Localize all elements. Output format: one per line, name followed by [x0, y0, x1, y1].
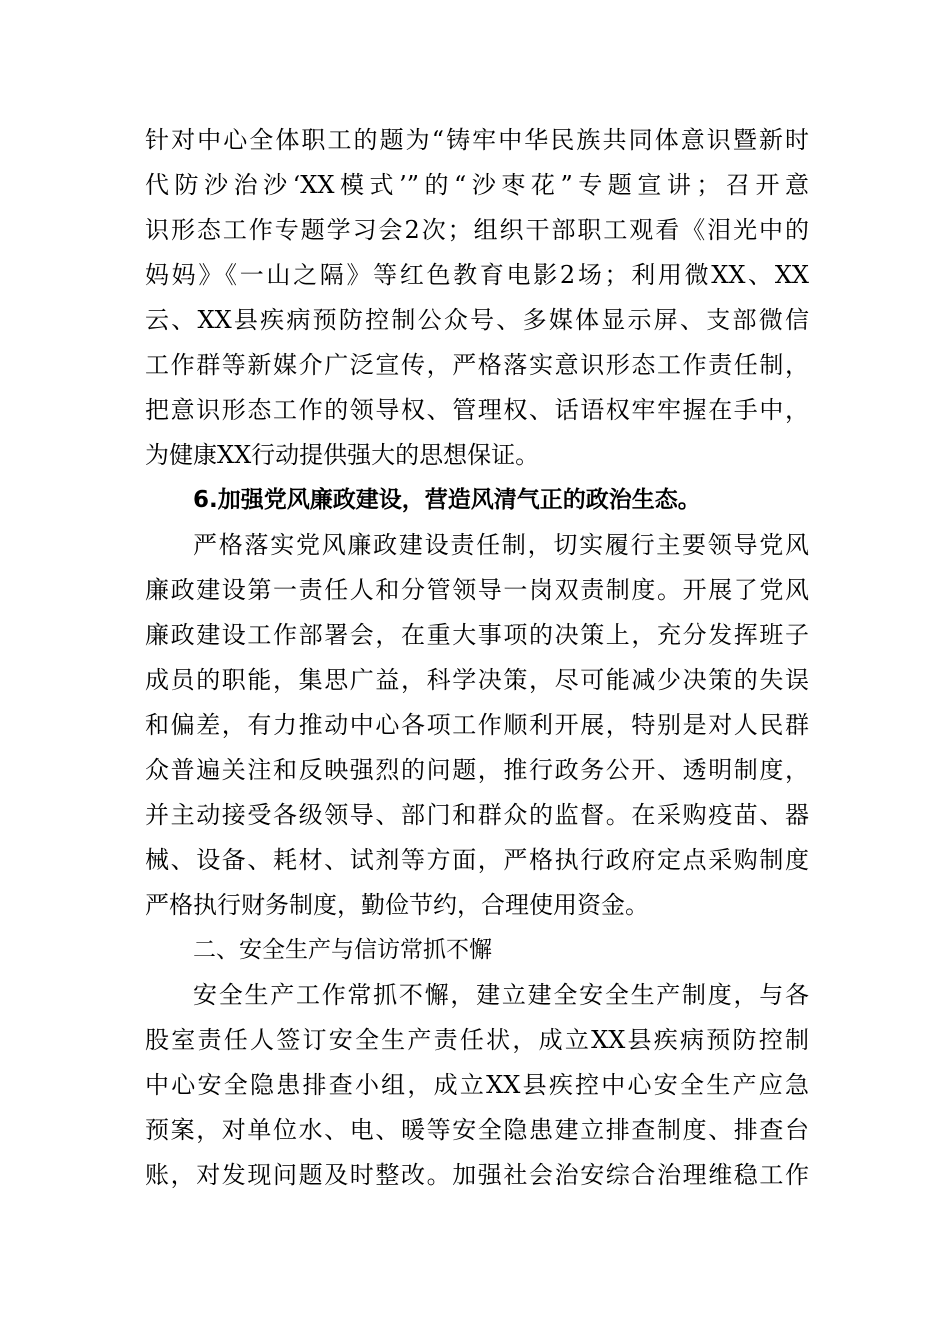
text-line: 针对中心全体职工的题为“铸牢中华民族共同体意识暨新时: [145, 126, 809, 154]
document-page: [145, 118, 809, 1198]
text-line: 廉政建设第一责任人和分管领导一岗双责制度。开展了党风: [145, 576, 809, 604]
text-line: 严格落实党风廉政建设责任制，切实履行主要领导党风: [193, 531, 809, 559]
text-line: 并主动接受各级领导、部门和群众的监督。在采购疫苗、器: [145, 801, 809, 829]
text-line: 预案，对单位水、电、暖等安全隐患建立排查制度、排查台: [145, 1116, 809, 1144]
text-line: 中心安全隐患排查小组，成立XX县疾控中心安全生产应急: [145, 1071, 809, 1099]
text-line: 代防沙治沙‘XX模式’”的“沙枣花”专题宣讲；召开意: [145, 171, 809, 199]
text-line: 众普遍关注和反映强烈的问题，推行政务公开、透明制度，: [145, 756, 809, 784]
text-line: 械、设备、耗材、试剂等方面，严格执行政府定点采购制度: [145, 846, 809, 874]
text-line: 识形态工作专题学习会2次；组织干部职工观看《泪光中的: [145, 216, 809, 244]
text-line: 和偏差，有力推动中心各项工作顺利开展，特别是对人民群: [145, 711, 809, 739]
text-line: 严格执行财务制度，勤俭节约，合理使用资金。: [145, 891, 649, 919]
text-line: 为健康XX行动提供强大的思想保证。: [145, 441, 540, 469]
text-line: 安全生产工作常抓不懈，建立建全安全生产制度，与各: [193, 981, 809, 1009]
text-line: 把意识形态工作的领导权、管理权、话语权牢牢握在手中，: [145, 396, 809, 424]
paragraph-safety-production: [145, 973, 809, 1198]
text-line: 廉政建设工作部署会，在重大事项的决策上，充分发挥班子: [145, 621, 809, 649]
section-heading-6: 6.加强党风廉政建设，营造风清气正的政治生态。: [193, 487, 701, 513]
text-line: 云、XX县疾病预防控制公众号、多媒体显示屏、支部微信: [145, 306, 809, 334]
paragraph-party-integrity: [145, 523, 809, 928]
text-line: 股室责任人签订安全生产责任状，成立XX县疾病预防控制: [145, 1026, 809, 1054]
text-line: 工作群等新媒介广泛宣传，严格落实意识形态工作责任制，: [145, 351, 809, 379]
paragraph-ideology-work: [145, 118, 809, 478]
text-line: 账，对发现问题及时整改。加强社会治安综合治理维稳工作: [145, 1161, 809, 1189]
text-line: 成员的职能，集思广益，科学决策，尽可能减少决策的失误: [145, 666, 809, 694]
text-line: 妈妈》《一山之隔》等红色教育电影2场；利用微XX、XX: [145, 261, 809, 289]
section-heading-2: 二、安全生产与信访常抓不懈: [193, 937, 492, 963]
